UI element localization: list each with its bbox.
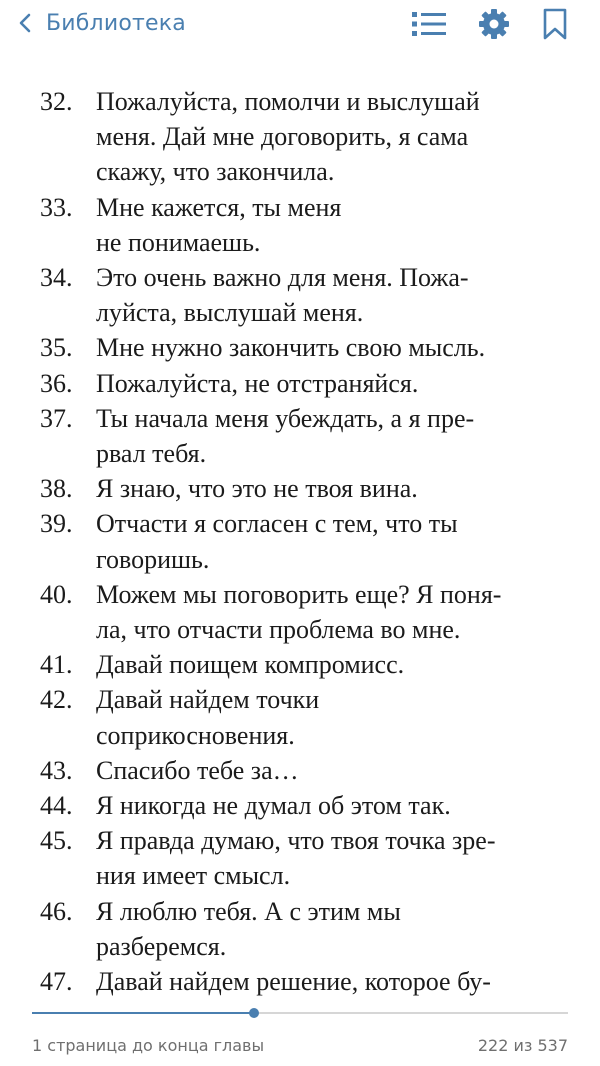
text-line: Пожалуйста, помолчи и выслушай: [96, 87, 480, 116]
chapter-progress-slider[interactable]: [32, 1012, 568, 1014]
text-line: Давай поищем компромисс.: [96, 650, 405, 680]
item-number: 35.: [40, 333, 73, 363]
text-line: Отчасти я согласен с тем, что ты: [96, 509, 458, 539]
bookmark-icon: [542, 7, 568, 41]
gear-icon: [478, 8, 510, 40]
item-number: 37.: [40, 403, 73, 433]
settings-button[interactable]: [476, 6, 512, 42]
list-item: [0, 964, 600, 999]
item-text: [96, 682, 556, 752]
list-icon: [411, 9, 447, 39]
back-label: Библиотека: [46, 10, 186, 36]
chevron-left-icon: [18, 12, 32, 34]
text-line: Давай найдем решение, которое бу-: [96, 967, 491, 997]
item-number: 44.: [40, 791, 73, 821]
list-item: [0, 823, 600, 893]
book-page-content: [0, 84, 600, 1000]
list-item: [0, 471, 600, 506]
text-line: Пожалуйста, не отстраняйся.: [96, 368, 419, 398]
text-line: Я никогда не думал об этом так.: [96, 791, 451, 821]
list-item: [0, 401, 600, 471]
text-line: Я правда думаю, что твоя точка зре-: [96, 826, 496, 856]
item-text: [96, 823, 556, 893]
item-text: [96, 577, 556, 647]
text-line: Я люблю тебя. А с этим мы: [96, 896, 401, 926]
item-text: [96, 366, 556, 401]
text-line: Ты начала меня убеждать, а я пре-: [96, 403, 475, 433]
list-item: [0, 682, 600, 752]
item-number: 38.: [40, 474, 73, 504]
text-line: говоришь.: [96, 544, 210, 574]
item-text: [96, 647, 556, 682]
contents-button[interactable]: [411, 6, 447, 42]
item-number: 41.: [40, 650, 73, 680]
text-line: меня. Дай мне договорить, я сама: [96, 122, 469, 152]
text-line: соприкосновения.: [96, 720, 295, 750]
top-toolbar: [0, 0, 600, 50]
progress-fill: [32, 1012, 254, 1014]
text-line: разберемся.: [96, 931, 227, 961]
item-number: 46.: [40, 896, 73, 926]
item-number: 39.: [40, 509, 73, 539]
item-text: [96, 788, 556, 823]
chapter-remaining-text: 1 страница до конца главы: [32, 1036, 265, 1055]
text-line: Давай найдем точки: [96, 685, 320, 715]
text-line: Мне нужно закончить свою мысль.: [96, 333, 486, 363]
progress-handle[interactable]: [249, 1008, 259, 1018]
list-item: [0, 647, 600, 682]
item-number: 45.: [40, 826, 73, 856]
item-number: 40.: [40, 579, 73, 609]
text-line: Это очень важно для меня. Пожа-: [96, 263, 469, 293]
text-line: Я знаю, что это не твоя вина.: [96, 474, 418, 504]
item-text: [96, 964, 556, 999]
list-item: [0, 753, 600, 788]
item-text: [96, 84, 556, 190]
list-item: [0, 366, 600, 401]
item-number: 34.: [40, 263, 73, 293]
item-text: [96, 190, 556, 260]
text-line: скажу, что закончила.: [96, 157, 335, 187]
text-line: луйста, выслушай меня.: [96, 298, 364, 328]
text-line: Мне кажется, ты меня: [96, 192, 342, 222]
item-text: [96, 401, 556, 471]
item-text: [96, 894, 556, 964]
item-text: [96, 471, 556, 506]
list-item: [0, 788, 600, 823]
list-item: [0, 894, 600, 964]
text-line: не понимаешь.: [96, 227, 261, 257]
list-item: [0, 577, 600, 647]
list-item: [0, 506, 600, 576]
item-number: 36.: [40, 368, 73, 398]
back-to-library-button[interactable]: [18, 6, 186, 40]
page-indicator: 222 из 537: [477, 1036, 568, 1055]
list-item: [0, 190, 600, 260]
item-text: [96, 506, 556, 576]
text-line: Спасибо тебе за…: [96, 755, 299, 785]
bookmark-button[interactable]: [537, 6, 573, 42]
text-line: рвал тебя.: [96, 439, 207, 469]
list-item: [0, 260, 600, 330]
item-number: 43.: [40, 755, 73, 785]
text-line: ния имеет смысл.: [96, 861, 291, 891]
item-number: 47.: [40, 967, 73, 997]
item-text: [96, 330, 556, 365]
item-text: [96, 753, 556, 788]
item-number: 32.: [40, 87, 73, 116]
list-item: [0, 330, 600, 365]
text-line: Можем мы поговорить еще? Я поня-: [96, 579, 502, 609]
list-item: [0, 84, 600, 190]
item-number: 33.: [40, 192, 73, 222]
item-number: 42.: [40, 685, 73, 715]
text-line: ла, что отчасти проблема во мне.: [96, 615, 461, 645]
item-text: [96, 260, 556, 330]
